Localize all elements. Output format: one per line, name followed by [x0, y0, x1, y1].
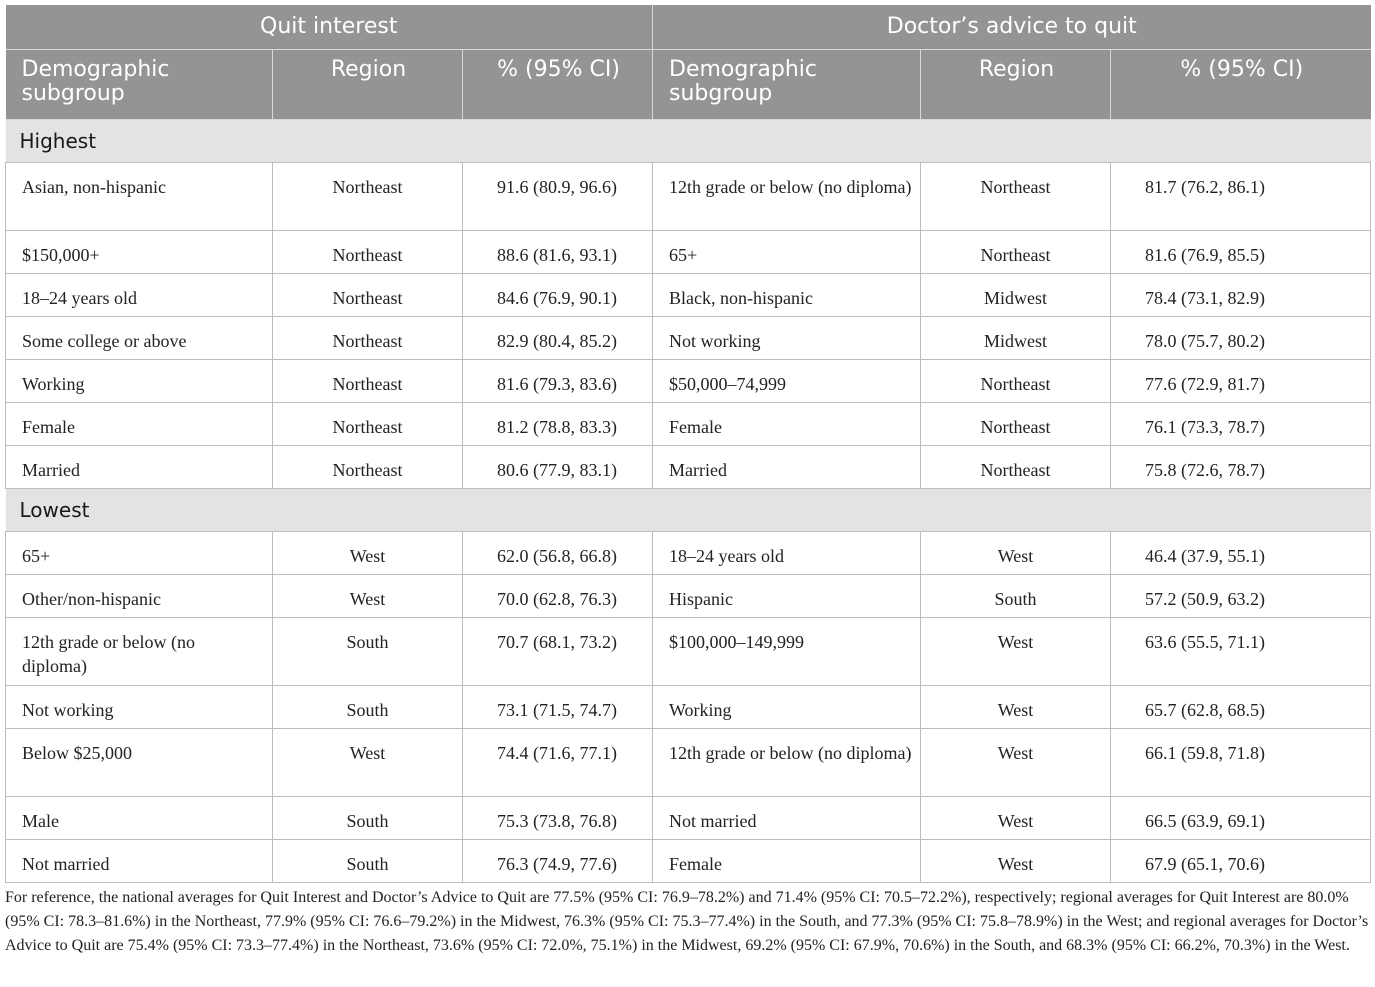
qi-subgroup-cell: Male [6, 796, 273, 839]
qi-percent-cell: 73.1 (71.5, 74.7) [463, 685, 653, 728]
table-row [6, 617, 1371, 685]
da-subgroup-cell: $50,000–74,999 [653, 359, 921, 402]
qi-percent-cell: 70.0 (62.8, 76.3) [463, 574, 653, 617]
da-region-cell: Northeast [921, 359, 1111, 402]
qi-region-cell: Northeast [273, 316, 463, 359]
da-percent-cell: 63.6 (55.5, 71.1) [1111, 617, 1371, 685]
da-percent-cell: 76.1 (73.3, 78.7) [1111, 402, 1371, 445]
da-region-cell: Northeast [921, 402, 1111, 445]
qi-subgroup-cell: Not working [6, 685, 273, 728]
qi-region-cell: South [273, 839, 463, 882]
qi-subgroup-cell: Not married [6, 839, 273, 882]
group-header-row [6, 5, 1371, 49]
da-subgroup-cell: Black, non-hispanic [653, 273, 921, 316]
da-subgroup-cell: Female [653, 839, 921, 882]
qi-region-cell: Northeast [273, 445, 463, 488]
qi-region-column-header: Region [273, 49, 463, 119]
table-row [6, 402, 1371, 445]
table-row [6, 796, 1371, 839]
qi-percent-cell: 81.6 (79.3, 83.6) [463, 359, 653, 402]
da-region-cell: West [921, 728, 1111, 796]
da-percent-cell: 78.4 (73.1, 82.9) [1111, 273, 1371, 316]
qi-subgroup-cell: 12th grade or below (no diploma) [6, 617, 273, 685]
da-percent-cell: 66.5 (63.9, 69.1) [1111, 796, 1371, 839]
qi-subgroup-cell: $150,000+ [6, 230, 273, 273]
da-subgroup-cell: 12th grade or below (no diploma) [653, 728, 921, 796]
da-subgroup-cell: $100,000–149,999 [653, 617, 921, 685]
qi-subgroup-cell: Working [6, 359, 273, 402]
qi-region-cell: South [273, 617, 463, 685]
da-percent-cell: 66.1 (59.8, 71.8) [1111, 728, 1371, 796]
table-row [6, 359, 1371, 402]
table-header [6, 5, 1371, 119]
table-row [6, 531, 1371, 574]
table-row [6, 273, 1371, 316]
column-header-row [6, 49, 1371, 119]
table-footnote: For reference, the national averages for Quit Interest and Doctor’s Advice to Quit are 77.5% (95% CI: 76.9–78.2%) and 71.4% (95% CI: 70.5–72.2%), respectively; regional averages for Quit Interest are 80.0% (95% CI: 78.3–81.6%) in the Northeast, 77.9% (95% CI: 76.6–79.2%) in the Midwest, 76.3% (95% CI: 75.3–77.4%) in the South, and 77.3% (95% CI: 75.8–78.9%) in the West; and regional averages for Doctor’s Advice to Quit are 75.4% (95% CI: 73.3–77.4%) in the Northeast, 73.6% (95% CI: 72.0%, 75.1%) in the Midwest, 69.2% (95% CI: 67.9%, 70.6%) in the South, and 68.3% (95% CI: 66.2%, 70.3%) in the West. [5, 889, 1369, 954]
da-subgroup-cell: Married [653, 445, 921, 488]
qi-subgroup-cell: Below $25,000 [6, 728, 273, 796]
da-region-cell: West [921, 531, 1111, 574]
qi-subgroup-column-header: Demographic subgroup [6, 49, 273, 119]
qi-region-cell: Northeast [273, 273, 463, 316]
table-row [6, 574, 1371, 617]
da-percent-column-header: % (95% CI) [1111, 49, 1371, 119]
qi-percent-column-header: % (95% CI) [463, 49, 653, 119]
da-percent-cell: 57.2 (50.9, 63.2) [1111, 574, 1371, 617]
da-region-cell: Northeast [921, 445, 1111, 488]
qi-region-cell: Northeast [273, 402, 463, 445]
da-subgroup-cell: 12th grade or below (no diploma) [653, 162, 921, 230]
da-percent-cell: 67.9 (65.1, 70.6) [1111, 839, 1371, 882]
qi-region-cell: South [273, 796, 463, 839]
da-subgroup-column-header: Demographic subgroup [653, 49, 921, 119]
qi-region-cell: South [273, 685, 463, 728]
qi-subgroup-cell: 65+ [6, 531, 273, 574]
quit-interest-header: Quit interest [6, 5, 653, 49]
da-region-cell: South [921, 574, 1111, 617]
section-row-highest [6, 119, 1371, 162]
da-percent-cell: 75.8 (72.6, 78.7) [1111, 445, 1371, 488]
qi-percent-cell: 84.6 (76.9, 90.1) [463, 273, 653, 316]
da-region-cell: Northeast [921, 230, 1111, 273]
da-subgroup-cell: 18–24 years old [653, 531, 921, 574]
da-subgroup-cell: 65+ [653, 230, 921, 273]
qi-percent-cell: 81.2 (78.8, 83.3) [463, 402, 653, 445]
qi-region-cell: Northeast [273, 162, 463, 230]
section-title: Lowest [6, 488, 1371, 531]
qi-subgroup-cell: Some college or above [6, 316, 273, 359]
qi-region-cell: Northeast [273, 230, 463, 273]
qi-subgroup-cell: Married [6, 445, 273, 488]
section-title: Highest [6, 119, 1371, 162]
da-percent-cell: 46.4 (37.9, 55.1) [1111, 531, 1371, 574]
qi-region-cell: West [273, 574, 463, 617]
qi-subgroup-cell: Asian, non-hispanic [6, 162, 273, 230]
qi-subgroup-cell: 18–24 years old [6, 273, 273, 316]
da-region-cell: West [921, 617, 1111, 685]
da-subgroup-cell: Not working [653, 316, 921, 359]
results-table [5, 5, 1371, 883]
da-region-cell: West [921, 839, 1111, 882]
qi-subgroup-cell: Female [6, 402, 273, 445]
da-region-cell: Midwest [921, 316, 1111, 359]
da-subgroup-cell: Female [653, 402, 921, 445]
qi-region-cell: Northeast [273, 359, 463, 402]
da-subgroup-cell: Working [653, 685, 921, 728]
qi-percent-cell: 74.4 (71.6, 77.1) [463, 728, 653, 796]
da-region-column-header: Region [921, 49, 1111, 119]
qi-region-cell: West [273, 531, 463, 574]
table-row [6, 685, 1371, 728]
table-body [6, 119, 1371, 882]
qi-percent-cell: 91.6 (80.9, 96.6) [463, 162, 653, 230]
da-percent-cell: 81.6 (76.9, 85.5) [1111, 230, 1371, 273]
qi-percent-cell: 88.6 (81.6, 93.1) [463, 230, 653, 273]
da-percent-cell: 77.6 (72.9, 81.7) [1111, 359, 1371, 402]
table-row [6, 162, 1371, 230]
da-region-cell: Northeast [921, 162, 1111, 230]
table-row [6, 445, 1371, 488]
doctor-advice-header: Doctor’s advice to quit [653, 5, 1371, 49]
qi-percent-cell: 82.9 (80.4, 85.2) [463, 316, 653, 359]
da-region-cell: Midwest [921, 273, 1111, 316]
da-region-cell: West [921, 685, 1111, 728]
da-subgroup-cell: Not married [653, 796, 921, 839]
da-percent-cell: 81.7 (76.2, 86.1) [1111, 162, 1371, 230]
qi-percent-cell: 62.0 (56.8, 66.8) [463, 531, 653, 574]
section-row-lowest [6, 488, 1371, 531]
qi-percent-cell: 70.7 (68.1, 73.2) [463, 617, 653, 685]
da-region-cell: West [921, 796, 1111, 839]
qi-region-cell: West [273, 728, 463, 796]
table-row [6, 728, 1371, 796]
qi-percent-cell: 80.6 (77.9, 83.1) [463, 445, 653, 488]
da-subgroup-cell: Hispanic [653, 574, 921, 617]
qi-percent-cell: 75.3 (73.8, 76.8) [463, 796, 653, 839]
table-row [6, 316, 1371, 359]
da-percent-cell: 78.0 (75.7, 80.2) [1111, 316, 1371, 359]
da-percent-cell: 65.7 (62.8, 68.5) [1111, 685, 1371, 728]
qi-percent-cell: 76.3 (74.9, 77.6) [463, 839, 653, 882]
table-row [6, 230, 1371, 273]
qi-subgroup-cell: Other/non-hispanic [6, 574, 273, 617]
table-row [6, 839, 1371, 882]
